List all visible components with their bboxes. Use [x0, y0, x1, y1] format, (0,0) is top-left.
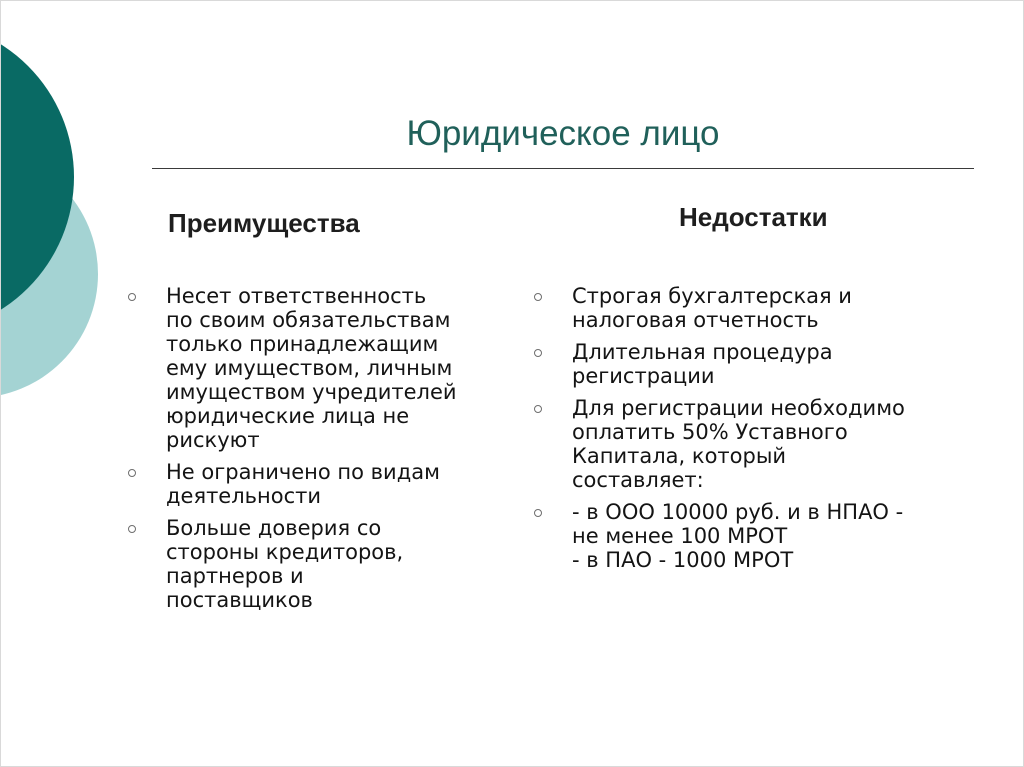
advantages-item — [124, 284, 514, 452]
bullet-circle-icon — [128, 293, 136, 301]
title-divider — [152, 168, 974, 169]
advantages-item — [124, 516, 514, 612]
disadvantages-item — [530, 396, 1000, 492]
disadvantages-heading: Недостатки — [679, 202, 828, 232]
advantages-item-text: Не ограничено по видам деятельности — [166, 460, 440, 508]
disadvantages-item — [530, 340, 1000, 388]
advantages-heading: Преимущества — [168, 208, 360, 238]
disadvantages-item-text: Для регистрации необходимо оплатить 50% Уставного Капитала, который составляет: — [572, 396, 905, 492]
advantages-item-text: Больше доверия со стороны кредиторов, партнеров и поставщиков — [166, 516, 404, 612]
bullet-circle-icon — [534, 405, 542, 413]
advantages-list — [124, 284, 514, 620]
disadvantages-item-text: Строгая бухгалтерская и налоговая отчетность — [572, 284, 852, 332]
bullet-circle-icon — [534, 349, 542, 357]
disadvantages-item-text: Длительная процедура регистрации — [572, 340, 833, 388]
advantages-item-text: Несет ответственность по своим обязательствам только принадлежащим ему имуществом, личным имуществом учредителей юридические лица не рискуют — [166, 284, 457, 452]
bullet-circle-icon — [534, 509, 542, 517]
bullet-circle-icon — [534, 293, 542, 301]
disadvantages-item-text: - в ООО 10000 руб. и в НПАО - не менее 100 МРОТ - в ПАО - 1000 МРОТ — [572, 500, 904, 572]
advantages-item — [124, 460, 514, 508]
disadvantages-item — [530, 284, 1000, 332]
bullet-circle-icon — [128, 525, 136, 533]
slide-title: Юридическое лицо — [406, 114, 720, 153]
disadvantages-item — [530, 500, 1000, 572]
disadvantages-list — [530, 284, 1000, 580]
bullet-circle-icon — [128, 469, 136, 477]
